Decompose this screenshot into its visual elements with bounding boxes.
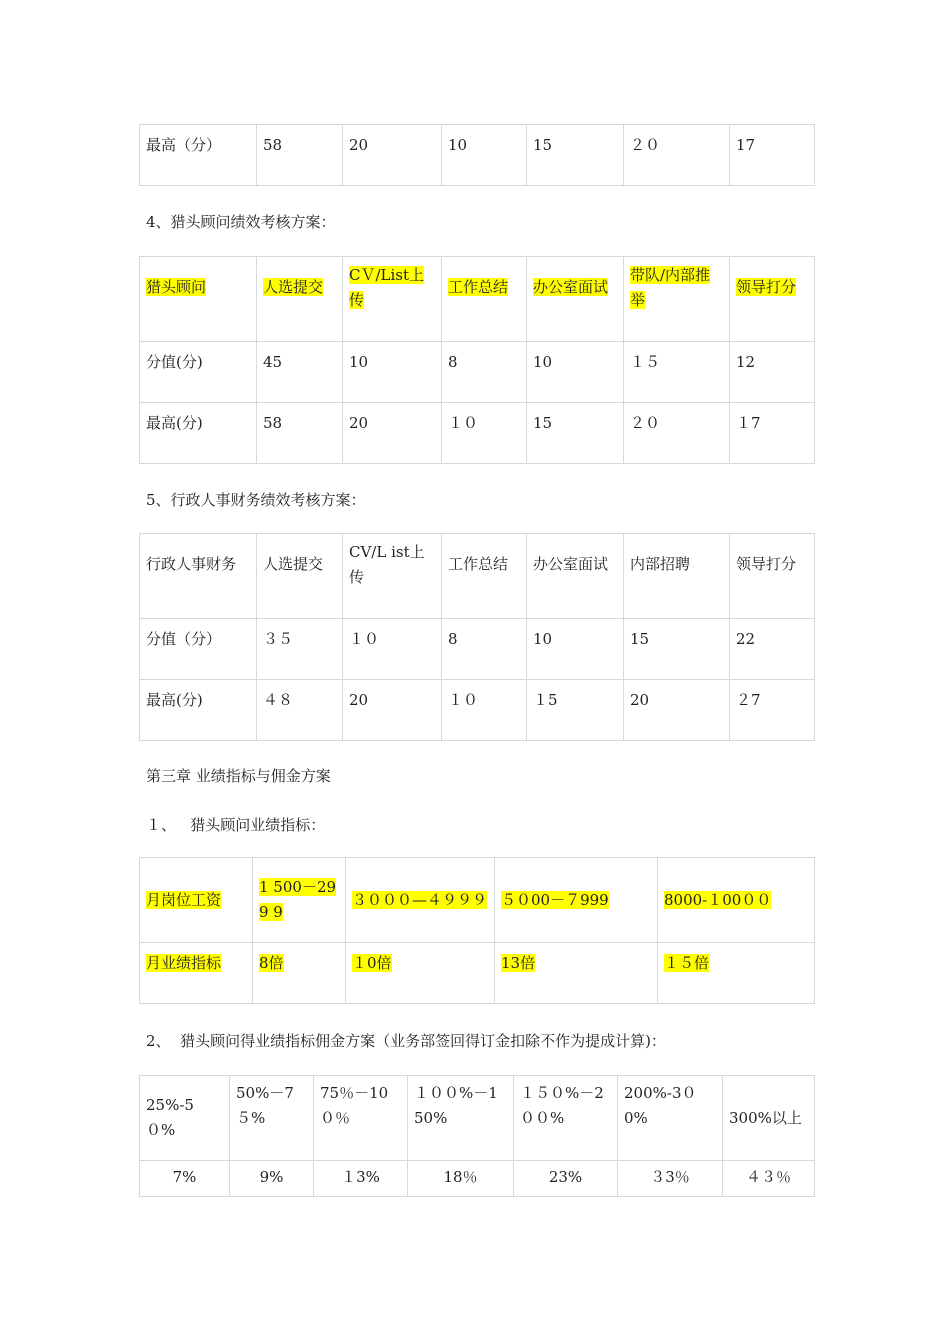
section5-title: 5、行政人事财务绩效考核方案：	[146, 491, 366, 509]
table-cell: 10	[527, 342, 624, 403]
table-cell: 58	[257, 403, 343, 464]
commission-table	[139, 1075, 815, 1197]
table-cell: １５倍	[658, 943, 815, 1004]
table-cell: 8	[442, 619, 527, 680]
table-cell: １5	[527, 680, 624, 741]
table-cell: 1 500－299 9	[253, 858, 346, 943]
table-cell: 20	[343, 125, 442, 186]
header-cell: 办公室面试	[527, 257, 624, 342]
table-cell: 最高（分）	[140, 125, 257, 186]
header-cell: CＶ/List上传	[343, 257, 442, 342]
table-row	[140, 943, 815, 1004]
table-cell: ３５	[257, 619, 343, 680]
table-cell: ４８	[257, 680, 343, 741]
table-cell: 58	[257, 125, 343, 186]
table-cell: 分值(分)	[140, 342, 257, 403]
table-header-row	[140, 534, 815, 619]
header-cell: 领导打分	[730, 257, 815, 342]
table-cell: 8	[442, 342, 527, 403]
table-cell: 17	[730, 125, 815, 186]
table-cell: 月业绩指标	[140, 943, 253, 1004]
table-cell: １５	[624, 342, 730, 403]
table-cell: ２7	[730, 680, 815, 741]
table-cell: 18％	[408, 1161, 514, 1197]
table-row	[140, 125, 815, 186]
table-cell: 20	[343, 403, 442, 464]
table-cell: 最高(分)	[140, 403, 257, 464]
table-cell: ５０00－７999	[495, 858, 658, 943]
table-cell: 8倍	[253, 943, 346, 1004]
header-cell: 75％－10０％	[314, 1076, 408, 1161]
admin-score-table	[139, 533, 815, 741]
header-cell: １００%－150%	[408, 1076, 514, 1161]
table-cell: 20	[624, 680, 730, 741]
table-row	[140, 342, 815, 403]
table-cell: 13倍	[495, 943, 658, 1004]
header-cell: CV/L ist上传	[343, 534, 442, 619]
table-cell: 23%	[514, 1161, 618, 1197]
header-cell: 200%-3０0%	[618, 1076, 723, 1161]
table-cell: 15	[527, 403, 624, 464]
table-cell: 分值（分）	[140, 619, 257, 680]
table-cell: 8000-１00００	[658, 858, 815, 943]
table-row	[140, 619, 815, 680]
table-cell: 最高(分)	[140, 680, 257, 741]
table-cell: １0倍	[346, 943, 495, 1004]
table-row	[140, 680, 815, 741]
table-cell: 15	[527, 125, 624, 186]
salary-target-table	[139, 857, 815, 1004]
header-cell: 人选提交	[257, 534, 343, 619]
consultant-score-table	[139, 256, 815, 464]
table-cell: ２０	[624, 403, 730, 464]
section4-title: 4、猎头顾问绩效考核方案：	[146, 213, 336, 231]
table-cell: ２０	[624, 125, 730, 186]
header-cell: 带队/内部推举	[624, 257, 730, 342]
table-cell: １０	[343, 619, 442, 680]
table-row	[140, 403, 815, 464]
header-cell: 300%以上	[723, 1076, 815, 1161]
table-cell: 45	[257, 342, 343, 403]
header-cell: 工作总结	[442, 534, 527, 619]
chapter3-title: 第三章 业绩指标与佣金方案	[146, 767, 331, 785]
table-cell: １3%	[314, 1161, 408, 1197]
header-cell: 内部招聘	[624, 534, 730, 619]
table-cell: ４３％	[723, 1161, 815, 1197]
item1-title: １、 猎头顾问业绩指标：	[146, 816, 326, 834]
table-cell: 20	[343, 680, 442, 741]
header-cell: 工作总结	[442, 257, 527, 342]
table-cell: 12	[730, 342, 815, 403]
header-cell: 行政人事财务	[140, 534, 257, 619]
table-cell: 7%	[140, 1161, 230, 1197]
table-cell: 10	[527, 619, 624, 680]
header-cell: 25%-5０%	[140, 1076, 230, 1161]
header-cell: 50%－7５%	[230, 1076, 314, 1161]
score-table-continued	[139, 124, 815, 186]
table-cell: 22	[730, 619, 815, 680]
table-row	[140, 1161, 815, 1197]
table-cell: 15	[624, 619, 730, 680]
item2-title: 2、 猎头顾问得业绩指标佣金方案（业务部签回得订金扣除不作为提成计算)：	[146, 1032, 666, 1050]
table-cell: １０	[442, 403, 527, 464]
table-header-row	[140, 1076, 815, 1161]
table-row	[140, 858, 815, 943]
table-cell: １０	[442, 680, 527, 741]
table-cell: 9%	[230, 1161, 314, 1197]
table-cell: ３０００—４９９９	[346, 858, 495, 943]
table-cell: 10	[343, 342, 442, 403]
header-cell: １５０%－2００%	[514, 1076, 618, 1161]
header-cell: 人选提交	[257, 257, 343, 342]
table-cell: 月岗位工资	[140, 858, 253, 943]
header-cell: 领导打分	[730, 534, 815, 619]
table-cell: １7	[730, 403, 815, 464]
table-cell: 10	[442, 125, 527, 186]
header-cell: 办公室面试	[527, 534, 624, 619]
table-header-row	[140, 257, 815, 342]
header-cell: 猎头顾问	[140, 257, 257, 342]
table-cell: ３3％	[618, 1161, 723, 1197]
